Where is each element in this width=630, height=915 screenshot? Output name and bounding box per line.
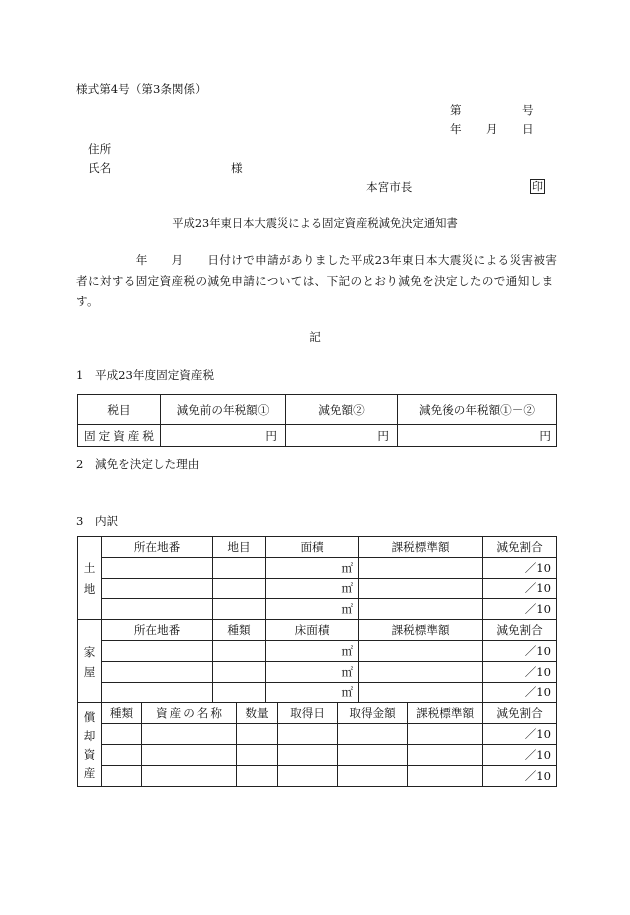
land-header-reduction-ratio: 減免割合 bbox=[483, 537, 557, 558]
asset-name-cell bbox=[142, 765, 237, 786]
reduction-ratio-cell: ／10 bbox=[483, 578, 557, 599]
date-month: 月 bbox=[486, 122, 498, 136]
land-type-cell bbox=[213, 578, 266, 599]
reduction-ratio-cell: ／10 bbox=[483, 765, 557, 786]
table-row bbox=[78, 425, 557, 447]
house-category-cell bbox=[78, 620, 102, 703]
depreciable-category-cell bbox=[78, 703, 102, 786]
land-header-taxable-standard: 課税標準額 bbox=[359, 537, 483, 558]
annual-tax-after-cell: 円 bbox=[398, 425, 557, 447]
address-label: 住所 bbox=[88, 142, 112, 156]
depreciable-header-acquisition-date: 取得日 bbox=[278, 703, 338, 724]
area-cell: ㎡ bbox=[266, 557, 359, 578]
land-header-land-type: 地目 bbox=[213, 537, 266, 558]
depreciable-header-acquisition-cost: 取得金額 bbox=[338, 703, 408, 724]
quantity-cell bbox=[237, 744, 278, 765]
table-header-row bbox=[78, 395, 557, 425]
reduction-ratio-cell: ／10 bbox=[483, 599, 557, 620]
land-row bbox=[78, 578, 557, 599]
acquisition-cost-cell bbox=[338, 765, 408, 786]
reduction-ratio-cell: ／10 bbox=[483, 661, 557, 682]
lot-number-cell bbox=[102, 557, 213, 578]
quantity-cell bbox=[237, 765, 278, 786]
land-category-cell bbox=[78, 537, 102, 620]
lot-number-cell bbox=[102, 640, 213, 661]
breakdown-table bbox=[77, 536, 557, 787]
house-row bbox=[78, 640, 557, 661]
taxable-standard-cell bbox=[408, 744, 483, 765]
acquisition-date-cell bbox=[278, 765, 338, 786]
house-type-cell bbox=[213, 661, 266, 682]
house-row bbox=[78, 661, 557, 682]
land-type-cell bbox=[213, 599, 266, 620]
asset-type-cell bbox=[102, 724, 142, 745]
depreciable-header-quantity: 数量 bbox=[237, 703, 278, 724]
document-number-prefix: 第 bbox=[450, 103, 462, 117]
taxable-standard-cell bbox=[359, 661, 483, 682]
land-label: 土地 bbox=[82, 561, 97, 604]
header-tax-item: 税目 bbox=[78, 395, 161, 425]
ki-marker: 記 bbox=[309, 330, 321, 344]
depreciable-assets-label: 償却資産 bbox=[82, 710, 97, 786]
reduction-ratio-cell: ／10 bbox=[483, 557, 557, 578]
header-annual-tax-after: 減免後の年税額①－② bbox=[398, 395, 557, 425]
house-label: 家屋 bbox=[82, 645, 97, 685]
header-reduction-amount: 減免額② bbox=[286, 395, 398, 425]
tax-item-cell: 固定資産税 bbox=[78, 425, 161, 447]
area-cell: ㎡ bbox=[266, 578, 359, 599]
house-header-type: 種類 bbox=[213, 620, 266, 641]
depreciable-header-row bbox=[78, 703, 557, 724]
land-header-lot-number: 所在地番 bbox=[102, 537, 213, 558]
lot-number-cell bbox=[102, 578, 213, 599]
asset-name-cell bbox=[142, 724, 237, 745]
house-header-reduction-ratio: 減免割合 bbox=[483, 620, 557, 641]
land-row bbox=[78, 557, 557, 578]
reduction-ratio-cell: ／10 bbox=[483, 682, 557, 703]
depreciable-row bbox=[78, 765, 557, 786]
reduction-amount-cell: 円 bbox=[286, 425, 398, 447]
depreciable-header-asset-name: 資産の名称 bbox=[142, 703, 237, 724]
asset-type-cell bbox=[102, 765, 142, 786]
acquisition-cost-cell bbox=[338, 744, 408, 765]
tax-amount-table bbox=[77, 394, 557, 447]
body-line: 者に対する固定資産税の減免申請については、下記のとおり減免を決定したので通知しま bbox=[76, 274, 554, 288]
section1-heading: 1 平成23年度固定資産税 bbox=[76, 368, 215, 382]
section2-heading: 2 減免を決定した理由 bbox=[76, 457, 200, 471]
floor-area-cell: ㎡ bbox=[266, 640, 359, 661]
reduction-ratio-cell: ／10 bbox=[483, 724, 557, 745]
date-year: 年 bbox=[450, 122, 462, 136]
house-header-lot-number: 所在地番 bbox=[102, 620, 213, 641]
lot-number-cell bbox=[102, 661, 213, 682]
depreciable-header-taxable-standard: 課税標準額 bbox=[408, 703, 483, 724]
acquisition-date-cell bbox=[278, 744, 338, 765]
asset-name-cell bbox=[142, 744, 237, 765]
header-annual-tax-before: 減免前の年税額① bbox=[161, 395, 286, 425]
asset-type-cell bbox=[102, 744, 142, 765]
reduction-ratio-cell: ／10 bbox=[483, 640, 557, 661]
house-type-cell bbox=[213, 682, 266, 703]
taxable-standard-cell bbox=[359, 640, 483, 661]
issuer-name: 本宮市長 bbox=[366, 180, 413, 194]
taxable-standard-cell bbox=[359, 682, 483, 703]
floor-area-cell: ㎡ bbox=[266, 661, 359, 682]
house-type-cell bbox=[213, 640, 266, 661]
taxable-standard-cell bbox=[359, 557, 483, 578]
acquisition-cost-cell bbox=[338, 724, 408, 745]
document-number-suffix: 号 bbox=[522, 103, 534, 117]
floor-area-cell: ㎡ bbox=[266, 682, 359, 703]
depreciable-row bbox=[78, 744, 557, 765]
taxable-standard-cell bbox=[359, 599, 483, 620]
taxable-standard-cell bbox=[408, 765, 483, 786]
reduction-ratio-cell: ／10 bbox=[483, 744, 557, 765]
land-type-cell bbox=[213, 557, 266, 578]
depreciable-header-reduction-ratio: 減免割合 bbox=[483, 703, 557, 724]
document-title: 平成23年東日本大震災による固定資産税減免決定通知書 bbox=[172, 217, 458, 230]
house-header-taxable-standard: 課税標準額 bbox=[359, 620, 483, 641]
date-day: 日 bbox=[522, 122, 534, 136]
quantity-cell bbox=[237, 724, 278, 745]
house-header-row bbox=[78, 620, 557, 641]
depreciable-row bbox=[78, 724, 557, 745]
taxable-standard-cell bbox=[408, 724, 483, 745]
body-line: す。 bbox=[76, 294, 99, 308]
land-header-area: 面積 bbox=[266, 537, 359, 558]
section3-heading: 3 内訳 bbox=[76, 514, 119, 528]
house-row bbox=[78, 682, 557, 703]
lot-number-cell bbox=[102, 682, 213, 703]
name-label: 氏名 bbox=[88, 161, 112, 175]
taxable-standard-cell bbox=[359, 578, 483, 599]
form-number: 様式第4号（第3条関係） bbox=[76, 82, 207, 96]
land-row bbox=[78, 599, 557, 620]
land-header-row bbox=[78, 537, 557, 558]
depreciable-header-type: 種類 bbox=[102, 703, 142, 724]
seal-mark: 印 bbox=[532, 180, 543, 193]
body-line: 年 月 日付けで申請がありました平成23年東日本大震災による災害被害 bbox=[76, 253, 558, 267]
house-header-floor-area: 床面積 bbox=[266, 620, 359, 641]
lot-number-cell bbox=[102, 599, 213, 620]
area-cell: ㎡ bbox=[266, 599, 359, 620]
honorific: 様 bbox=[231, 161, 243, 175]
acquisition-date-cell bbox=[278, 724, 338, 745]
annual-tax-before-cell: 円 bbox=[161, 425, 286, 447]
